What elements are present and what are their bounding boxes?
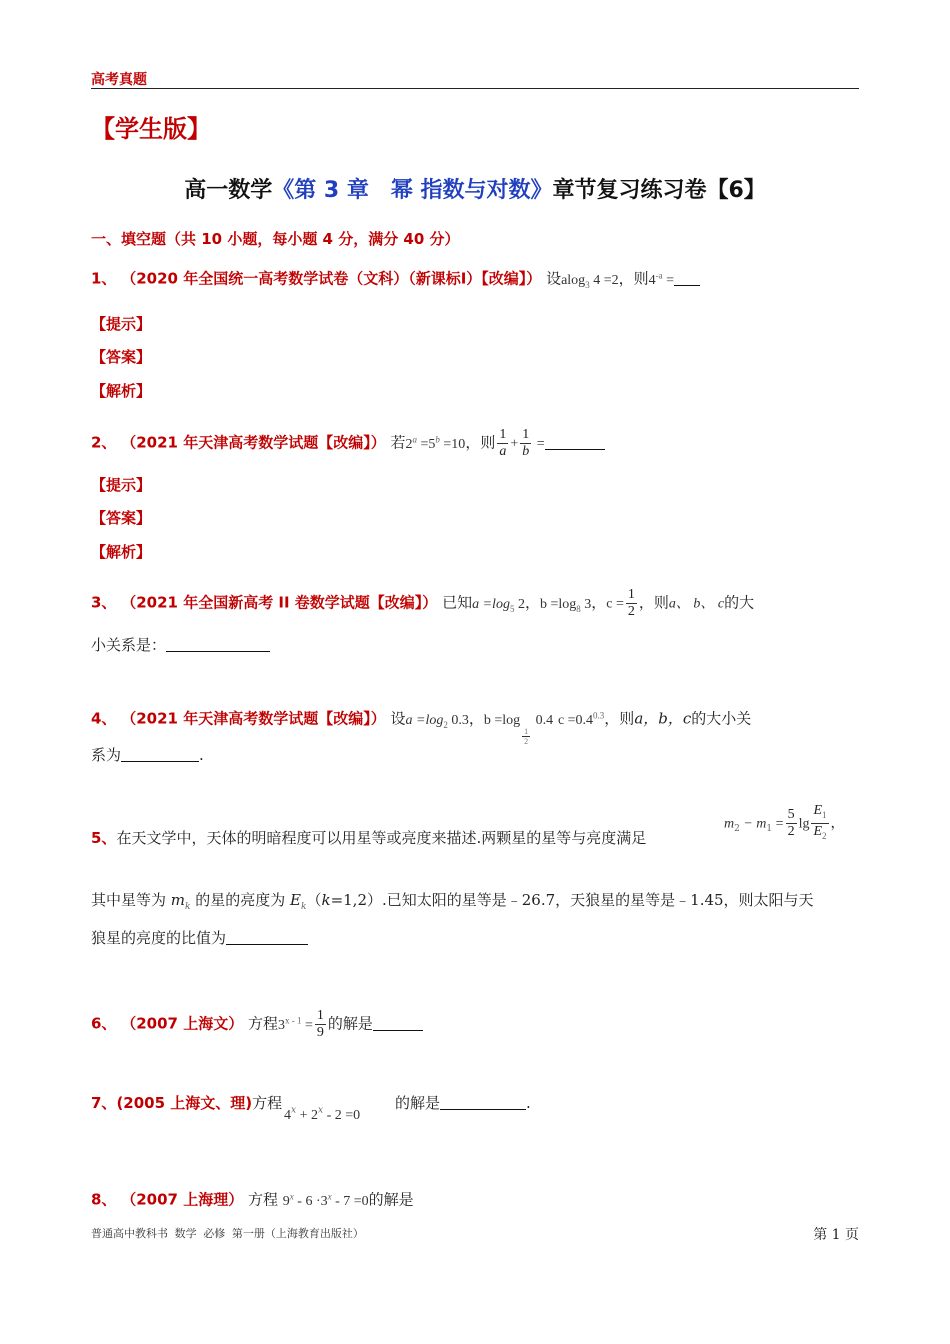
q2-answer: 【答案】 <box>91 509 152 527</box>
q5-number: 5、 <box>91 829 117 847</box>
q1-mid: ，则 <box>618 269 649 288</box>
question-7 <box>91 1093 282 1113</box>
q2-eq: = <box>533 436 545 452</box>
question-6 <box>91 1008 423 1041</box>
question-8 <box>91 1186 414 1212</box>
q6-frac: $\frac{1}{9}$ <box>316 1008 324 1040</box>
q3-c: c = <box>606 596 624 612</box>
q2-formula: $2^a =5^b =10$ <box>405 433 466 452</box>
q4-vars: a，b，c <box>634 709 692 728</box>
q6-tail: 的解是 <box>327 1014 373 1033</box>
q4-mid: ，则 <box>604 709 635 728</box>
q5-line3: 狼星的亮度的比值为 <box>91 929 227 947</box>
q6-lead: 方程 <box>247 1014 278 1033</box>
q7-answer-blank[interactable] <box>440 1095 526 1110</box>
footer-page-number: 第 1 页 <box>813 1227 859 1243</box>
q4-line2: 系为 <box>91 746 122 764</box>
q7-lead: 方程 <box>252 1094 283 1112</box>
q7-source: (2005 上海文、理) <box>116 1094 253 1112</box>
q2-hint: 【提示】 <box>91 476 152 494</box>
q2-answer-blank[interactable] <box>545 435 605 450</box>
question-5-line2: 其中星等为 $m_k$ 的星的亮度为 $E_k(k=1,2)$.已知太阳的星等是﹣26.7，天狼星的星等是﹣1.45，则太阳与天 <box>91 891 814 912</box>
q4-lead: 设 <box>390 709 406 728</box>
q5-formula: $m_2 - m_1$ = $\frac{5}{2}$ lg $\frac{E_1}{E_2}$ ， <box>724 803 845 841</box>
q3-c-frac: $\frac{1}{2}$ <box>627 587 635 619</box>
section-heading: 一、填空题（共 10 小题，每小题 4 分，满分 40 分） <box>91 230 460 248</box>
question-5-line3 <box>91 928 308 948</box>
q3-line2: 小关系是： <box>91 636 167 654</box>
q3-a: $a =\log_5$ 2 <box>472 596 525 614</box>
q8-number: 8、 <box>91 1190 117 1209</box>
title-chapter: 《第 3 章 幂 指数与对数》 <box>272 178 553 203</box>
header-divider <box>91 88 859 89</box>
q2-frac-b: $\frac{1}{b}$ <box>522 427 530 459</box>
q2-analysis: 【解析】 <box>91 543 152 561</box>
q4-b: b =log $\frac{1}{2}$ 0.4 <box>483 712 554 746</box>
q5-answer-blank[interactable] <box>226 930 308 945</box>
q6-answer-blank[interactable] <box>373 1016 423 1031</box>
q6-number: 6、 <box>91 1014 117 1033</box>
q7-number: 7、 <box>91 1094 117 1112</box>
q3-number: 3、 <box>91 593 117 612</box>
q3-source: （2021 年全国新高考 II 卷数学试题【改编】） <box>121 593 438 612</box>
q2-number: 2、 <box>91 433 117 452</box>
question-5 <box>91 828 646 848</box>
q3-b: $b =\log_8$ 3 <box>539 596 592 614</box>
q1-number: 1、 <box>91 269 117 288</box>
title-prefix: 高一数学 <box>184 178 273 203</box>
q5-line1: 在天文学中，天体的明暗程度可以用星等或亮度来描述.两颗星的星等与亮度满足 <box>116 829 647 847</box>
q7-formula: $4^x + 2^x - 2 =0$ <box>284 1105 361 1123</box>
q2-frac-a: $\frac{1}{a}$ <box>499 427 507 459</box>
q4-source: （2021 年天津高考数学试题【改编】） <box>121 709 386 728</box>
q1-formula2: $4^{-a}$ = <box>648 270 675 288</box>
q3-answer-blank[interactable] <box>166 637 270 652</box>
question-3: 3、 （2021 年全国新高考 II 卷数学试题【改编】） 已知$a =\log_5$ 2，$b =\log_8$ 3，c = $\frac{1}{2}$ ，则a、 b、 c的大 <box>91 587 755 619</box>
question-1 <box>91 265 700 294</box>
footer-textbook: 普通高中教科书 数学 必修 第一册（上海教育出版社） <box>91 1227 364 1240</box>
q8-tail: 的解是 <box>368 1190 414 1209</box>
q3-mid: ，则 <box>638 593 669 612</box>
q7-tail-row: 的解是 . <box>395 1094 531 1112</box>
q4-tail: 的大小关 <box>691 709 752 728</box>
question-4: 4、 （2021 年天津高考数学试题【改编】） 设$a =\log_2$ 0.3，b =log $\frac{1}{2}$ 0.4 $c =0.4^{0.3}$，则a，b，c的大小关 <box>91 709 752 746</box>
q2-plus: + <box>510 436 519 452</box>
q4-a: $a =\log_2$ 0.3 <box>405 712 469 730</box>
q4-c: $c =0.4^{0.3}$ <box>557 710 605 728</box>
q1-formula: alog$_3$ 4 =2 <box>561 272 619 290</box>
q7-tail: 的解是 <box>395 1094 441 1112</box>
q1-source: （2020 年全国统一高考数学试卷（文科）（新课标Ⅰ）【改编】） <box>121 269 542 288</box>
q4-number: 4、 <box>91 709 117 728</box>
header-label: 高考真题 <box>91 72 147 88</box>
version-label: 【学生版】 <box>91 115 211 143</box>
page-title <box>0 173 950 204</box>
title-suffix: 章节复习练习卷【6】 <box>552 178 766 203</box>
q1-lead: 设 <box>546 269 562 288</box>
q6-formula: $3^{x - 1}$ = <box>278 1014 313 1033</box>
q8-formula: $9^x - 6 \cdot 3^x - 7 =0$ <box>282 1191 369 1209</box>
question-2 <box>91 427 605 460</box>
q6-source: （2007 上海文） <box>121 1014 244 1033</box>
q3-lead: 已知 <box>442 593 473 612</box>
q1-hint: 【提示】 <box>91 315 152 333</box>
q8-source: （2007 上海理） <box>121 1190 244 1209</box>
q2-lead: 若 <box>390 433 406 452</box>
q4-answer-blank[interactable] <box>121 747 199 762</box>
q3-vars: a、 b、 c <box>668 596 725 612</box>
q2-mid: ，则 <box>465 433 496 452</box>
q1-answer-blank[interactable] <box>674 271 700 286</box>
q3-tail: 的大 <box>724 593 755 612</box>
q8-lead: 方程 <box>247 1190 278 1209</box>
q2-source: （2021 年天津高考数学试题【改编】） <box>121 433 386 452</box>
question-3-line2 <box>91 635 270 655</box>
q1-answer: 【答案】 <box>91 348 152 366</box>
q1-analysis: 【解析】 <box>91 382 152 400</box>
question-4-line2: 系为 . <box>91 746 204 764</box>
